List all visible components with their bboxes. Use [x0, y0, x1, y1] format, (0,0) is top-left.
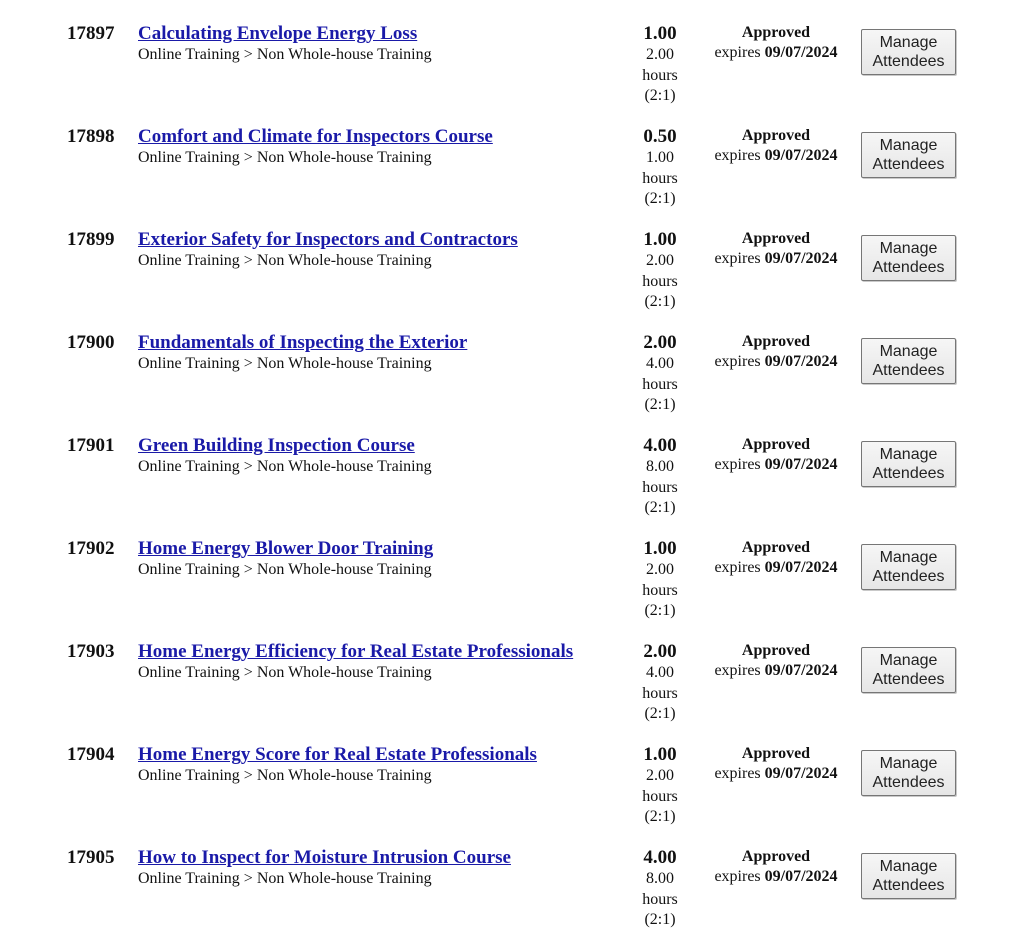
expires-date: 09/07/2024 [764, 662, 838, 679]
hours-ratio: (2:1) [644, 499, 676, 516]
course-row [0, 515, 1023, 618]
hours-value: 8.00 [646, 870, 674, 887]
ceu-value: 2.00 [643, 332, 677, 353]
approval-status [700, 126, 852, 166]
course-title-link[interactable]: Fundamentals of Inspecting the Exterior [138, 332, 468, 353]
button-label-line2: Attendees [872, 774, 945, 791]
hours-label: hours [642, 169, 678, 187]
expires-date: 09/07/2024 [764, 868, 838, 885]
credit-info [620, 23, 700, 107]
hours-ratio: (2:1) [644, 396, 676, 413]
approval-status [700, 538, 852, 578]
hours-label: hours [642, 684, 678, 702]
expiration [700, 352, 852, 372]
approval-status [700, 435, 852, 475]
approval-status [700, 744, 852, 784]
course-row [0, 103, 1023, 206]
ceu-value: 1.00 [643, 23, 677, 44]
course-id: 17901 [67, 435, 115, 456]
manage-attendees-button[interactable] [861, 853, 956, 899]
status-label: Approved [741, 745, 811, 762]
hours-ratio: (2:1) [644, 293, 676, 310]
button-label-line2: Attendees [872, 53, 945, 70]
credit-info [620, 229, 700, 313]
expires-label: expires [714, 147, 761, 164]
hours-ratio: (2:1) [644, 808, 676, 825]
hours-label: hours [642, 375, 678, 393]
expires-date: 09/07/2024 [764, 765, 838, 782]
course-title-link[interactable]: Green Building Inspection Course [138, 435, 415, 456]
hours-label: hours [642, 581, 678, 599]
manage-attendees-button[interactable] [861, 441, 956, 487]
course-title-link[interactable]: Home Energy Efficiency for Real Estate Professionals [138, 641, 574, 662]
hours-ratio: (2:1) [644, 911, 676, 928]
approval-status [700, 23, 852, 63]
expires-label: expires [714, 765, 761, 782]
credit-info [620, 744, 700, 828]
expires-label: expires [714, 868, 761, 885]
ceu-value: 1.00 [643, 744, 677, 765]
hours-value: 4.00 [646, 355, 674, 372]
hours-ratio: (2:1) [644, 705, 676, 722]
credit-info [620, 332, 700, 416]
ceu-value: 0.50 [643, 126, 677, 147]
button-label-line2: Attendees [872, 156, 945, 173]
approval-status [700, 641, 852, 681]
ceu-value: 1.00 [643, 538, 677, 559]
credit-info [620, 435, 700, 519]
button-label-line1: Manage [879, 343, 938, 360]
hours-value: 4.00 [646, 664, 674, 681]
expiration [700, 661, 852, 681]
course-id: 17897 [67, 23, 115, 44]
course-category: Online Training > Non Whole-house Training [138, 46, 432, 63]
ceu-value: 1.00 [643, 229, 677, 250]
manage-attendees-button[interactable] [861, 29, 956, 75]
course-category: Online Training > Non Whole-house Training [138, 664, 432, 681]
hours-ratio: (2:1) [644, 602, 676, 619]
status-label: Approved [741, 539, 811, 556]
hours-value: 2.00 [646, 561, 674, 578]
expiration [700, 43, 852, 63]
button-label-line1: Manage [879, 137, 938, 154]
manage-attendees-button[interactable] [861, 235, 956, 281]
hours-value: 2.00 [646, 252, 674, 269]
button-label-line2: Attendees [872, 362, 945, 379]
button-label-line1: Manage [879, 240, 938, 257]
course-row [0, 824, 1023, 927]
expiration [700, 249, 852, 269]
manage-attendees-button[interactable] [861, 647, 956, 693]
course-category: Online Training > Non Whole-house Training [138, 561, 432, 578]
approval-status [700, 332, 852, 372]
manage-attendees-button[interactable] [861, 750, 956, 796]
status-label: Approved [741, 127, 811, 144]
button-label-line2: Attendees [872, 671, 945, 688]
status-label: Approved [741, 848, 811, 865]
course-row [0, 0, 1023, 103]
course-title-link[interactable]: Exterior Safety for Inspectors and Contractors [138, 229, 518, 250]
course-category: Online Training > Non Whole-house Training [138, 355, 432, 372]
course-row [0, 309, 1023, 412]
hours-value: 2.00 [646, 767, 674, 784]
status-label: Approved [741, 642, 811, 659]
status-label: Approved [741, 230, 811, 247]
status-label: Approved [741, 24, 811, 41]
ceu-value: 4.00 [643, 847, 677, 868]
hours-ratio: (2:1) [644, 87, 676, 104]
expiration [700, 146, 852, 166]
expires-date: 09/07/2024 [764, 559, 838, 576]
expires-label: expires [714, 559, 761, 576]
course-category: Online Training > Non Whole-house Training [138, 252, 432, 269]
expires-date: 09/07/2024 [764, 147, 838, 164]
course-row [0, 721, 1023, 824]
expiration [700, 455, 852, 475]
course-category: Online Training > Non Whole-house Training [138, 870, 432, 887]
manage-attendees-button[interactable] [861, 544, 956, 590]
expiration [700, 867, 852, 887]
status-label: Approved [741, 333, 811, 350]
course-row [0, 618, 1023, 721]
approval-status [700, 847, 852, 887]
course-id: 17903 [67, 641, 115, 662]
course-title-link[interactable]: Home Energy Score for Real Estate Professionals [138, 744, 537, 765]
button-label-line1: Manage [879, 858, 938, 875]
button-label-line2: Attendees [872, 877, 945, 894]
course-id: 17900 [67, 332, 115, 353]
expires-label: expires [714, 662, 761, 679]
approval-status [700, 229, 852, 269]
button-label-line1: Manage [879, 755, 938, 772]
expires-date: 09/07/2024 [764, 353, 838, 370]
credit-info [620, 126, 700, 210]
hours-value: 2.00 [646, 46, 674, 63]
course-id: 17905 [67, 847, 115, 868]
course-id: 17904 [67, 744, 115, 765]
course-id: 17899 [67, 229, 115, 250]
course-row [0, 206, 1023, 309]
expires-label: expires [714, 353, 761, 370]
ceu-value: 4.00 [643, 435, 677, 456]
credit-info [620, 847, 700, 931]
manage-attendees-button[interactable] [861, 132, 956, 178]
manage-attendees-button[interactable] [861, 338, 956, 384]
course-category: Online Training > Non Whole-house Training [138, 149, 432, 166]
course-title-link[interactable]: Calculating Envelope Energy Loss [138, 23, 418, 44]
expires-label: expires [714, 456, 761, 473]
expiration [700, 558, 852, 578]
hours-value: 8.00 [646, 458, 674, 475]
hours-label: hours [642, 890, 678, 908]
expiration [700, 764, 852, 784]
button-label-line1: Manage [879, 652, 938, 669]
course-category: Online Training > Non Whole-house Training [138, 767, 432, 784]
expires-label: expires [714, 250, 761, 267]
hours-label: hours [642, 66, 678, 84]
expires-date: 09/07/2024 [764, 456, 838, 473]
expires-label: expires [714, 44, 761, 61]
course-id: 17898 [67, 126, 115, 147]
button-label-line2: Attendees [872, 465, 945, 482]
expires-date: 09/07/2024 [764, 250, 838, 267]
button-label-line2: Attendees [872, 259, 945, 276]
ceu-value: 2.00 [643, 641, 677, 662]
hours-value: 1.00 [646, 149, 674, 166]
course-title-link[interactable]: Home Energy Blower Door Training [138, 538, 434, 559]
course-title-link[interactable]: Comfort and Climate for Inspectors Course [138, 126, 493, 147]
credit-info [620, 641, 700, 725]
course-id: 17902 [67, 538, 115, 559]
hours-label: hours [642, 787, 678, 805]
button-label-line1: Manage [879, 34, 938, 51]
course-row [0, 412, 1023, 515]
button-label-line1: Manage [879, 446, 938, 463]
button-label-line1: Manage [879, 549, 938, 566]
credit-info [620, 538, 700, 622]
hours-ratio: (2:1) [644, 190, 676, 207]
button-label-line2: Attendees [872, 568, 945, 585]
expires-date: 09/07/2024 [764, 44, 838, 61]
status-label: Approved [741, 436, 811, 453]
course-category: Online Training > Non Whole-house Training [138, 458, 432, 475]
hours-label: hours [642, 272, 678, 290]
hours-label: hours [642, 478, 678, 496]
course-title-link[interactable]: How to Inspect for Moisture Intrusion Course [138, 847, 511, 868]
